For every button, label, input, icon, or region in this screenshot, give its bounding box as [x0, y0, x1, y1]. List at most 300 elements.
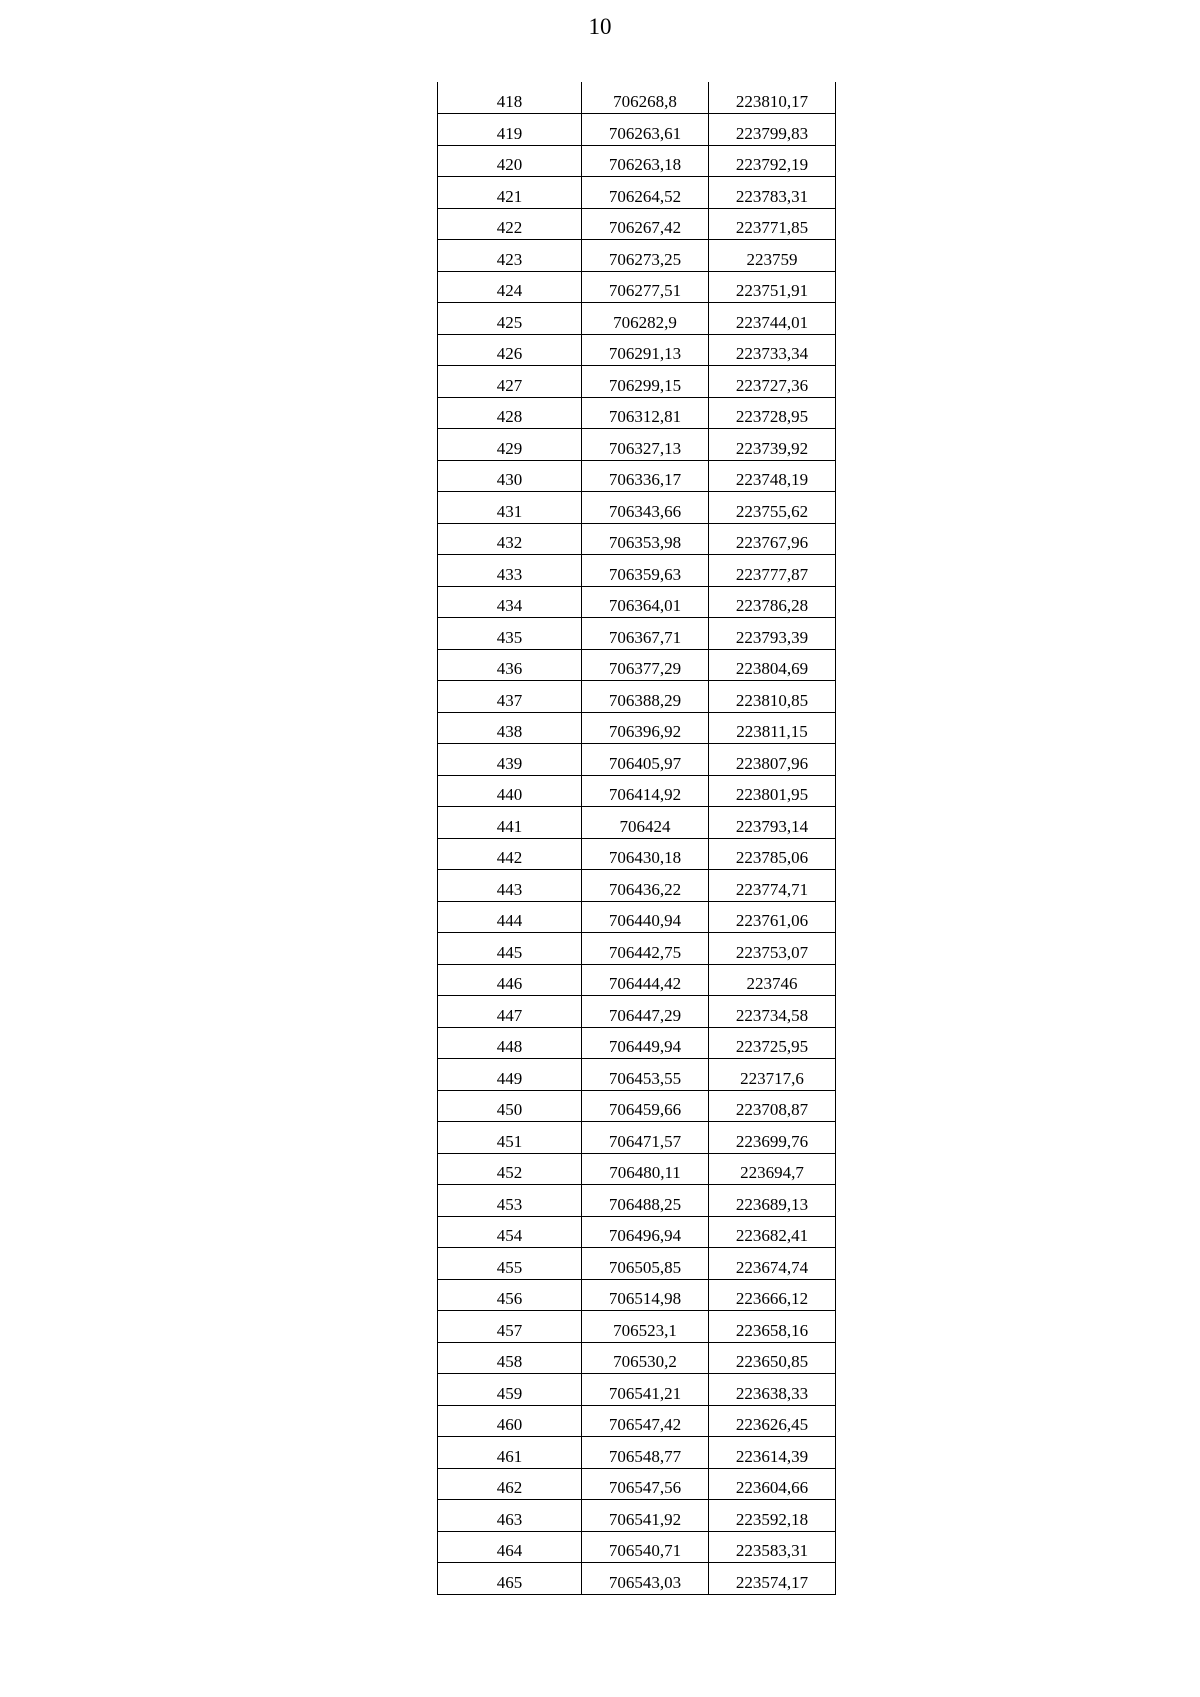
x-coordinate-cell — [582, 1059, 709, 1091]
cell-text: 223801,95 — [735, 785, 809, 804]
x-coordinate-cell — [582, 964, 709, 996]
table-row — [438, 775, 836, 807]
point-number-cell — [438, 366, 582, 398]
cell-text: 439 — [496, 753, 523, 773]
table-row — [438, 177, 836, 209]
point-number-cell — [438, 1374, 582, 1406]
point-number-cell — [438, 1122, 582, 1154]
y-coordinate-cell — [709, 964, 836, 996]
cell-text: 421 — [496, 186, 523, 206]
cell-text: 706405,97 — [608, 753, 682, 773]
point-number-cell — [438, 429, 582, 461]
cell-text: 223748,19 — [735, 470, 809, 489]
table-row — [438, 492, 836, 524]
cell-text: 706396,92 — [608, 722, 682, 741]
point-number-cell — [438, 1563, 582, 1595]
cell-text: 223761,06 — [735, 911, 809, 930]
cell-text: 706530,2 — [613, 1352, 677, 1371]
cell-text: 706444,42 — [608, 974, 682, 993]
cell-text: 706299,15 — [608, 375, 682, 395]
cell-text: 223725,95 — [735, 1037, 809, 1056]
y-coordinate-cell — [709, 208, 836, 240]
point-number-cell — [438, 1437, 582, 1469]
cell-text: 440 — [496, 785, 523, 804]
cell-text: 423 — [496, 249, 523, 269]
cell-text: 429 — [496, 438, 523, 458]
y-coordinate-cell — [709, 807, 836, 839]
table-row — [438, 1027, 836, 1059]
table-row — [438, 145, 836, 177]
y-coordinate-cell — [709, 492, 836, 524]
cell-text: 419 — [496, 123, 523, 143]
table-row — [438, 681, 836, 713]
point-number-cell — [438, 807, 582, 839]
table-row — [438, 901, 836, 933]
cell-text: 223792,19 — [735, 155, 809, 174]
y-coordinate-cell — [709, 271, 836, 303]
cell-text: 706388,29 — [608, 690, 682, 710]
cell-text: 223604,66 — [735, 1478, 809, 1497]
x-coordinate-cell — [582, 1090, 709, 1122]
point-number-cell — [438, 1531, 582, 1563]
cell-text: 223753,07 — [735, 942, 809, 962]
point-number-cell — [438, 712, 582, 744]
x-coordinate-cell — [582, 429, 709, 461]
point-number-cell — [438, 303, 582, 335]
cell-text: 223708,87 — [735, 1100, 809, 1119]
cell-text: 706488,25 — [608, 1194, 682, 1214]
table-row — [438, 807, 836, 839]
cell-text: 442 — [496, 848, 523, 867]
y-coordinate-cell — [709, 1248, 836, 1280]
cell-text: 458 — [496, 1352, 523, 1371]
x-coordinate-cell — [582, 303, 709, 335]
page-number: 10 — [588, 14, 612, 39]
y-coordinate-cell — [709, 1311, 836, 1343]
cell-text: 706263,18 — [608, 155, 682, 174]
cell-text: 459 — [496, 1383, 523, 1403]
table-row — [438, 838, 836, 870]
x-coordinate-cell — [582, 775, 709, 807]
y-coordinate-cell — [709, 681, 836, 713]
cell-text: 449 — [496, 1068, 523, 1088]
x-coordinate-cell — [582, 208, 709, 240]
cell-text: 706548,77 — [608, 1446, 682, 1466]
x-coordinate-cell — [582, 1027, 709, 1059]
y-coordinate-cell — [709, 1279, 836, 1311]
table-row — [438, 1468, 836, 1500]
coordinates-table-body — [438, 82, 836, 1594]
cell-text: 706459,66 — [608, 1100, 682, 1119]
cell-text: 438 — [496, 722, 523, 741]
cell-text: 706291,13 — [608, 344, 682, 363]
y-coordinate-cell — [709, 303, 836, 335]
cell-text: 456 — [496, 1289, 523, 1308]
cell-text: 706442,75 — [608, 942, 682, 962]
y-coordinate-cell — [709, 586, 836, 618]
point-number-cell — [438, 681, 582, 713]
y-coordinate-cell — [709, 933, 836, 965]
table-row — [438, 208, 836, 240]
table-row — [438, 397, 836, 429]
cell-text: 223574,17 — [735, 1572, 809, 1592]
cell-text: 706440,94 — [608, 911, 682, 930]
point-number-cell — [438, 649, 582, 681]
cell-text: 424 — [496, 281, 523, 300]
x-coordinate-cell — [582, 870, 709, 902]
table-row — [438, 366, 836, 398]
x-coordinate-cell — [582, 1279, 709, 1311]
y-coordinate-cell — [709, 1027, 836, 1059]
cell-text: 223744,01 — [735, 312, 809, 332]
cell-text: 706273,25 — [608, 249, 682, 269]
cell-text: 223689,13 — [735, 1194, 809, 1214]
coordinates-table — [437, 82, 836, 1595]
cell-text: 223746 — [746, 974, 798, 993]
cell-text: 430 — [496, 470, 523, 489]
x-coordinate-cell — [582, 1468, 709, 1500]
cell-text: 223733,34 — [735, 344, 809, 363]
x-coordinate-cell — [582, 1248, 709, 1280]
cell-text: 706377,29 — [608, 659, 682, 678]
cell-text: 223810,85 — [735, 690, 809, 710]
x-coordinate-cell — [582, 1563, 709, 1595]
table-row — [438, 933, 836, 965]
cell-text: 706449,94 — [608, 1037, 682, 1056]
cell-text: 706523,1 — [613, 1320, 677, 1340]
cell-text: 462 — [496, 1478, 523, 1497]
cell-text: 706267,42 — [608, 218, 682, 237]
cell-text: 223592,18 — [735, 1509, 809, 1529]
cell-text: 223777,87 — [735, 564, 809, 584]
cell-text: 223786,28 — [735, 596, 809, 615]
y-coordinate-cell — [709, 649, 836, 681]
y-coordinate-cell — [709, 397, 836, 429]
x-coordinate-cell — [582, 807, 709, 839]
point-number-cell — [438, 208, 582, 240]
point-number-cell — [438, 870, 582, 902]
point-number-cell — [438, 964, 582, 996]
cell-text: 446 — [496, 974, 523, 993]
cell-text: 706359,63 — [608, 564, 682, 584]
cell-text: 418 — [496, 92, 523, 111]
table-row — [438, 1437, 836, 1469]
y-coordinate-cell — [709, 82, 836, 114]
cell-text: 223774,71 — [735, 879, 809, 899]
x-coordinate-cell — [582, 618, 709, 650]
point-number-cell — [438, 555, 582, 587]
point-number-cell — [438, 901, 582, 933]
x-coordinate-cell — [582, 1342, 709, 1374]
y-coordinate-cell — [709, 555, 836, 587]
cell-text: 223734,58 — [735, 1005, 809, 1025]
x-coordinate-cell — [582, 586, 709, 618]
x-coordinate-cell — [582, 1153, 709, 1185]
cell-text: 223583,31 — [735, 1541, 809, 1560]
y-coordinate-cell — [709, 1563, 836, 1595]
y-coordinate-cell — [709, 775, 836, 807]
cell-text: 706547,42 — [608, 1415, 682, 1434]
cell-text: 223727,36 — [735, 375, 809, 395]
table-row — [438, 1090, 836, 1122]
point-number-cell — [438, 1185, 582, 1217]
point-number-cell — [438, 933, 582, 965]
x-coordinate-cell — [582, 523, 709, 555]
cell-text: 447 — [496, 1005, 523, 1025]
cell-text: 437 — [496, 690, 523, 710]
cell-text: 706453,55 — [608, 1068, 682, 1088]
cell-text: 454 — [496, 1226, 523, 1245]
x-coordinate-cell — [582, 681, 709, 713]
cell-text: 445 — [496, 942, 523, 962]
x-coordinate-cell — [582, 1374, 709, 1406]
cell-text: 223717,6 — [740, 1068, 804, 1088]
point-number-cell — [438, 145, 582, 177]
x-coordinate-cell — [582, 649, 709, 681]
y-coordinate-cell — [709, 1185, 836, 1217]
cell-text: 706505,85 — [608, 1257, 682, 1277]
cell-text: 223728,95 — [735, 407, 809, 426]
x-coordinate-cell — [582, 492, 709, 524]
y-coordinate-cell — [709, 1500, 836, 1532]
cell-text: 453 — [496, 1194, 523, 1214]
table-row — [438, 240, 836, 272]
y-coordinate-cell — [709, 1342, 836, 1374]
cell-text: 223626,45 — [735, 1415, 809, 1434]
table-row — [438, 460, 836, 492]
point-number-cell — [438, 271, 582, 303]
table-row — [438, 712, 836, 744]
point-number-cell — [438, 838, 582, 870]
x-coordinate-cell — [582, 555, 709, 587]
x-coordinate-cell — [582, 334, 709, 366]
x-coordinate-cell — [582, 82, 709, 114]
y-coordinate-cell — [709, 177, 836, 209]
point-number-cell — [438, 82, 582, 114]
cell-text: 223793,39 — [735, 627, 809, 647]
cell-text: 223785,06 — [735, 848, 809, 867]
y-coordinate-cell — [709, 1153, 836, 1185]
cell-text: 706543,03 — [608, 1572, 682, 1592]
table-row — [438, 555, 836, 587]
x-coordinate-cell — [582, 1437, 709, 1469]
table-row — [438, 586, 836, 618]
cell-text: 223783,31 — [735, 186, 809, 206]
point-number-cell — [438, 1405, 582, 1437]
point-number-cell — [438, 1311, 582, 1343]
x-coordinate-cell — [582, 114, 709, 146]
point-number-cell — [438, 334, 582, 366]
point-number-cell — [438, 492, 582, 524]
y-coordinate-cell — [709, 744, 836, 776]
cell-text: 223759 — [746, 249, 798, 269]
cell-text: 448 — [496, 1037, 523, 1056]
x-coordinate-cell — [582, 145, 709, 177]
cell-text: 706364,01 — [608, 596, 682, 615]
cell-text: 422 — [496, 218, 523, 237]
cell-text: 436 — [496, 659, 523, 678]
x-coordinate-cell — [582, 397, 709, 429]
cell-text: 223638,33 — [735, 1383, 809, 1403]
x-coordinate-cell — [582, 1122, 709, 1154]
x-coordinate-cell — [582, 1311, 709, 1343]
point-number-cell — [438, 1500, 582, 1532]
table-row — [438, 1248, 836, 1280]
cell-text: 706414,92 — [608, 785, 682, 804]
point-number-cell — [438, 744, 582, 776]
cell-text: 426 — [496, 344, 523, 363]
x-coordinate-cell — [582, 744, 709, 776]
cell-text: 706541,92 — [608, 1509, 682, 1529]
cell-text: 223811,15 — [736, 722, 808, 741]
cell-text: 706430,18 — [608, 848, 682, 867]
cell-text: 706327,13 — [608, 438, 682, 458]
x-coordinate-cell — [582, 901, 709, 933]
y-coordinate-cell — [709, 523, 836, 555]
cell-text: 435 — [496, 627, 523, 647]
cell-text: 432 — [496, 533, 523, 552]
y-coordinate-cell — [709, 460, 836, 492]
point-number-cell — [438, 1027, 582, 1059]
cell-text: 223614,39 — [735, 1446, 809, 1466]
point-number-cell — [438, 1059, 582, 1091]
y-coordinate-cell — [709, 838, 836, 870]
cell-text: 434 — [496, 596, 523, 615]
point-number-cell — [438, 586, 582, 618]
x-coordinate-cell — [582, 1531, 709, 1563]
point-number-cell — [438, 1342, 582, 1374]
cell-text: 223755,62 — [735, 501, 809, 521]
table-row — [438, 996, 836, 1028]
cell-text: 706547,56 — [608, 1478, 682, 1497]
table-row — [438, 1279, 836, 1311]
y-coordinate-cell — [709, 712, 836, 744]
table-row — [438, 1500, 836, 1532]
table-row — [438, 271, 836, 303]
table-row — [438, 114, 836, 146]
point-number-cell — [438, 1468, 582, 1500]
point-number-cell — [438, 1279, 582, 1311]
point-number-cell — [438, 240, 582, 272]
cell-text: 223694,7 — [740, 1163, 804, 1182]
cell-text: 223767,96 — [735, 533, 809, 552]
y-coordinate-cell — [709, 1531, 836, 1563]
y-coordinate-cell — [709, 1216, 836, 1248]
point-number-cell — [438, 1090, 582, 1122]
x-coordinate-cell — [582, 240, 709, 272]
table-row — [438, 429, 836, 461]
cell-text: 706514,98 — [608, 1289, 682, 1308]
cell-text: 431 — [496, 501, 523, 521]
y-coordinate-cell — [709, 1468, 836, 1500]
cell-text: 706436,22 — [608, 879, 682, 899]
cell-text: 706268,8 — [613, 92, 677, 111]
point-number-cell — [438, 1216, 582, 1248]
cell-text: 444 — [496, 911, 523, 930]
cell-text: 706264,52 — [608, 186, 682, 206]
cell-text: 706343,66 — [608, 501, 682, 521]
y-coordinate-cell — [709, 618, 836, 650]
table-row — [438, 744, 836, 776]
cell-text: 223799,83 — [735, 123, 809, 143]
point-number-cell — [438, 1248, 582, 1280]
y-coordinate-cell — [709, 334, 836, 366]
y-coordinate-cell — [709, 145, 836, 177]
cell-text: 457 — [496, 1320, 523, 1340]
y-coordinate-cell — [709, 240, 836, 272]
x-coordinate-cell — [582, 1500, 709, 1532]
cell-text: 461 — [496, 1446, 523, 1466]
cell-text: 706480,11 — [609, 1163, 681, 1182]
point-number-cell — [438, 397, 582, 429]
cell-text: 706282,9 — [613, 312, 677, 332]
cell-text: 451 — [496, 1131, 523, 1151]
table-row — [438, 1153, 836, 1185]
table-row — [438, 1122, 836, 1154]
table-row — [438, 1059, 836, 1091]
table-row — [438, 1405, 836, 1437]
point-number-cell — [438, 1153, 582, 1185]
x-coordinate-cell — [582, 271, 709, 303]
table-row — [438, 964, 836, 996]
y-coordinate-cell — [709, 1437, 836, 1469]
cell-text: 465 — [496, 1572, 523, 1592]
x-coordinate-cell — [582, 838, 709, 870]
table-row — [438, 1374, 836, 1406]
cell-text: 441 — [496, 816, 523, 836]
cell-text: 223666,12 — [735, 1289, 809, 1308]
cell-text: 223807,96 — [735, 753, 809, 773]
cell-text: 420 — [496, 155, 523, 174]
y-coordinate-cell — [709, 1090, 836, 1122]
cell-text: 706471,57 — [608, 1131, 682, 1151]
cell-text: 427 — [496, 375, 523, 395]
cell-text: 706424 — [619, 816, 671, 836]
y-coordinate-cell — [709, 1405, 836, 1437]
y-coordinate-cell — [709, 870, 836, 902]
table-row — [438, 649, 836, 681]
table-row — [438, 334, 836, 366]
table-row — [438, 1342, 836, 1374]
cell-text: 706277,51 — [608, 281, 682, 300]
x-coordinate-cell — [582, 1405, 709, 1437]
y-coordinate-cell — [709, 1122, 836, 1154]
y-coordinate-cell — [709, 1374, 836, 1406]
x-coordinate-cell — [582, 1185, 709, 1217]
cell-text: 425 — [496, 312, 523, 332]
cell-text: 706336,17 — [608, 470, 682, 489]
cell-text: 223771,85 — [735, 218, 809, 237]
cell-text: 463 — [496, 1509, 523, 1529]
cell-text: 223804,69 — [735, 659, 809, 678]
table-row — [438, 1531, 836, 1563]
cell-text: 223650,85 — [735, 1352, 809, 1371]
cell-text: 433 — [496, 564, 523, 584]
table-row — [438, 1311, 836, 1343]
cell-text: 455 — [496, 1257, 523, 1277]
cell-text: 223810,17 — [735, 92, 809, 111]
y-coordinate-cell — [709, 429, 836, 461]
cell-text: 452 — [496, 1163, 523, 1182]
x-coordinate-cell — [582, 933, 709, 965]
cell-text: 706353,98 — [608, 533, 682, 552]
cell-text: 223699,76 — [735, 1131, 809, 1151]
x-coordinate-cell — [582, 177, 709, 209]
cell-text: 450 — [496, 1100, 523, 1119]
table-row — [438, 303, 836, 335]
point-number-cell — [438, 114, 582, 146]
y-coordinate-cell — [709, 114, 836, 146]
